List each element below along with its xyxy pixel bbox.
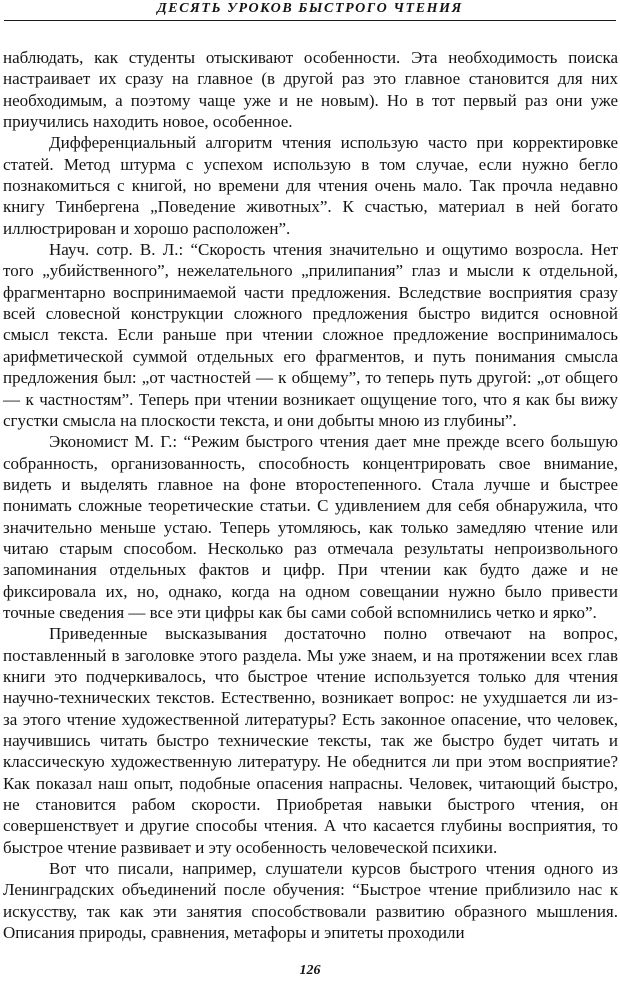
page-number: 126 — [299, 963, 321, 978]
page-body — [3, 47, 618, 943]
paragraph: Приведенные высказывания достаточно полно отвечают на вопрос, поставленный в заголовке этого раздела. Мы уже знаем, и на протяжении всех глав книги это подчеркивалось, что быстрое чтение используется только для чтения научно-технических текстов. Естественно, возникает вопрос: не ухудшается ли из-за этого чтение художественной литературы? Есть законное опасение, что человек, научившись читать быстро технические тексты, так же быстро будет читать и классическую художественную литературу. Не обеднится ли при этом восприятие? Как показал наш опыт, подобные опасения напрасны. Человек, читающий быстро, не становится рабом скорости. Приобретая навыки быстрого чтения, он совершенствует и другие способы чтения. А что касается глубины восприятия, то быстрое чтение развивает и эту особенность человеческой психики. — [3, 624, 618, 857]
paragraph: Науч. сотр. В. Л.: “Скорость чтения значительно и ощутимо возросла. Нет того „убийственного”, нежелательного „прилипания” глаз и мысли к отдельной, фрагментарно воспринимаемой части предложения. Вследствие восприятия сразу всей словесной конструкции сложного предложения быстро видится основной смысл текста. Если раньше при чтении сложное предложение воспринималось арифметической суммой отдельных его фрагментов, и путь понимания смысла предложения был: „от частностей — к общему”, то теперь путь другой: „от общего — к частностям”. Теперь при чтении возникает ощущение того, что я как бы вижу сгустки смысла на плоскости текста, и они добыты мною из глубины”. — [3, 240, 618, 430]
running-header: ДЕСЯТЬ УРОКОВ БЫСТРОГО ЧТЕНИЯ — [157, 1, 463, 16]
header-rule — [4, 20, 616, 21]
paragraph: Дифференциальный алгоритм чтения использую часто при корректировке статей. Метод штурма с успехом использую в том случае, если нужно бегло познакомиться с книгой, но времени для чтения очень мало. Так прочла недавно книгу Тинбергена „Поведение животных”. К счастью, материал в ней богато иллюстрирован и хорошо расположен”. — [3, 133, 618, 238]
paragraph: Экономист М. Г.: “Режим быстрого чтения дает мне прежде всего большую собранность, организованность, способность концентрировать свое внимание, видеть и выделять главное на фоне второстепенного. Стала лучше и быстрее понимать сложные теоретические статьи. С удивлением для себя обнаружила, что значительно меньше устаю. Теперь утомляюсь, как только замедляю чтение или читаю старым способом. Несколько раз отмечала результаты непроизвольного запоминания отдельных фактов и цифр. При чтении как будто даже и не фиксировала их, но, однако, когда на одном совещании нужно было привести точные сведения — все эти цифры как бы сами собой вспомнились четко и ярко”. — [3, 432, 618, 622]
paragraph: Вот что писали, например, слушатели курсов быстрого чтения одного из Ленинградских объединений после обучения: “Быстрое чтение приблизило нас к искусству, так как эти занятия способствовали развитию образного мышления. Описания природы, сравнения, метафоры и эпитеты проходили — [3, 859, 618, 943]
paragraph-continued: наблюдать, как студенты отыскивают особенности. Эта необходимость поиска настраивает их сразу на главное (в другой раз это главное становится для них необходимым, а поэтому чаще уже и не новым). Но в тот первый раз они уже приучились находить новое, особенное. — [3, 48, 618, 132]
